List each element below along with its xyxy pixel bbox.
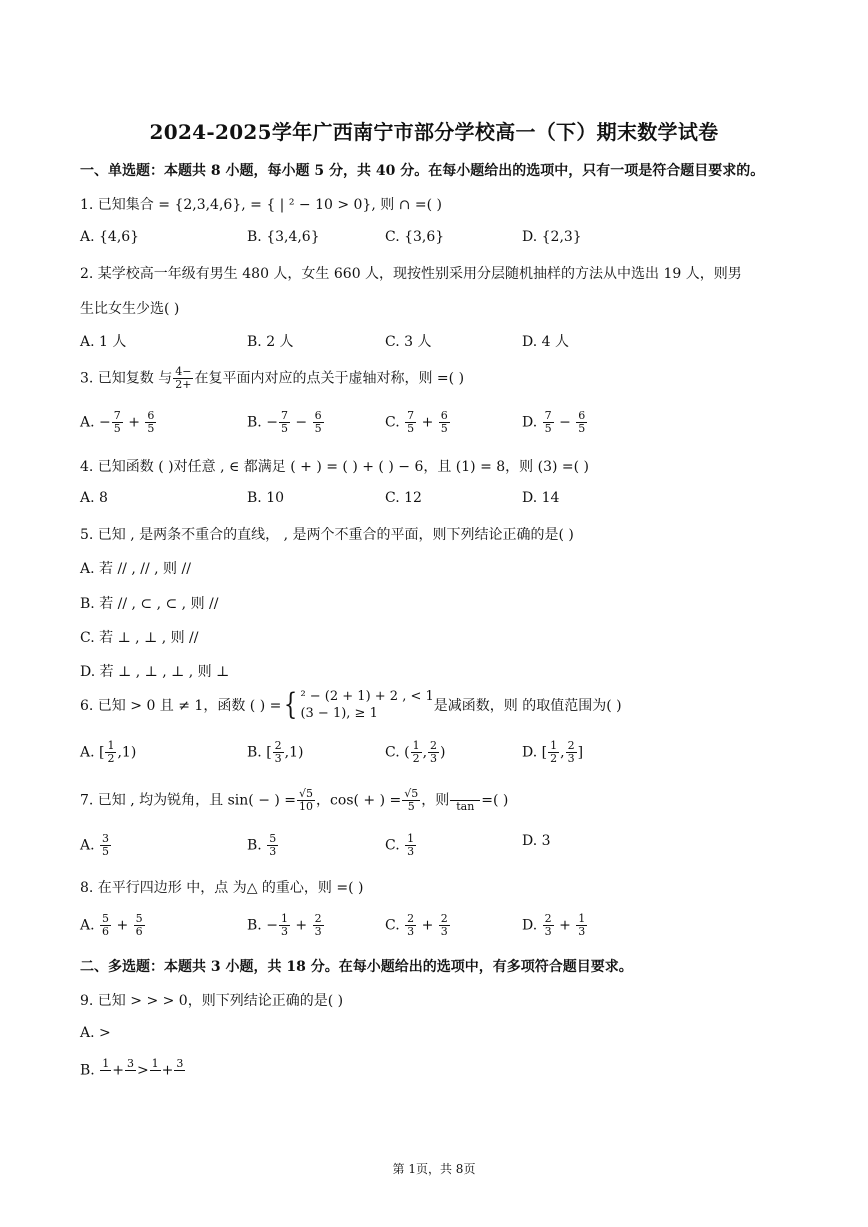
fraction [105,740,116,765]
fraction-den: 2 [412,752,420,765]
fraction-num: 2 [407,912,415,925]
question-6 [80,688,622,722]
fraction-num: 7 [544,409,552,422]
fraction-num: 5 [269,832,277,845]
fraction [566,740,577,765]
option-label: A. [80,744,100,761]
fraction-den: 5 [407,422,415,435]
q1-option-c: C. {3,6} [385,229,445,245]
fraction-den: 3 [314,925,322,938]
operator: + [417,414,438,431]
question-9: 9. 已知 > > > 0，则下列结论正确的是( ) [80,993,344,1009]
q9b-frac-4 [174,1058,185,1083]
q5-option-b: B. 若 // , ⊂ , ⊂ , 则 // [80,596,219,612]
fraction-num: 2 [440,912,448,925]
q3-option-c [385,410,451,435]
q6-option-b [247,740,304,765]
q4-option-b: B. 10 [247,490,285,506]
fraction [543,410,554,435]
bracket: [ [266,744,272,761]
q6-option-d [522,740,583,765]
q9b-frac-3 [150,1058,161,1083]
page-title: 2024-2025学年广西南宁市部分学校高一（下）期末数学试卷 [149,120,719,144]
fraction-den: 5 [147,422,155,435]
q7-prefix: 7. 已知 , 均为锐角，且 sin( − ) = [80,792,297,809]
q7-option-a [80,833,112,858]
separator: , [422,744,428,761]
question-1: 1. 已知集合 = {2,3,4,6}, = { | ² − 10 > 0}, 则 ∩ =( ) [80,197,442,213]
q9b-gt: > [136,1062,149,1079]
q9-option-a: A. > [80,1025,111,1041]
fraction-num: 6 [578,409,586,422]
fraction-num: 2 [314,912,322,925]
fraction-num: 1 [407,832,415,845]
fraction [411,740,422,765]
q6-piecewise [300,688,433,722]
q7-option-b [247,833,279,858]
fraction [576,410,587,435]
value: 3 [541,833,551,849]
fraction [548,740,559,765]
q7-f3-den: tan [456,800,475,813]
q9b-f2-num: 3 [126,1057,134,1070]
q7-f1-num: √5 [299,787,314,800]
q9b-op-2: + [161,1062,174,1079]
fraction-den: 5 [544,422,552,435]
q7-fraction-2 [402,788,420,813]
question-5: 5. 已知 , 是两条不重合的直线， , 是两个不重合的平面，则下列结论正确的是( ) [80,527,574,543]
fraction-num: 1 [578,912,586,925]
fraction-den: 2 [550,752,558,765]
operator: + [290,917,312,934]
question-2-line-2: 生比女生少选( ) [80,301,180,317]
q9b-f1-num: 1 [102,1057,110,1070]
fraction-den: 5 [280,422,288,435]
q7-fraction-1 [297,788,315,813]
fraction-num: 1 [412,739,420,752]
operator: + [417,917,438,934]
sign: − [266,414,278,431]
q1-option-a: A. {4,6} [80,229,140,245]
fraction [576,913,587,938]
question-8: 8. 在平行四边形 中，点 为△ 的重心，则 =( ) [80,880,364,896]
fraction [279,410,290,435]
q6-brace: { [284,687,298,722]
fraction-num: 1 [280,912,288,925]
fraction [313,913,324,938]
fraction-den: 3 [407,925,415,938]
fraction [100,913,111,938]
fraction [279,913,290,938]
fraction-den: 3 [440,925,448,938]
separator: , [560,744,565,761]
q7-option-d [522,833,551,849]
q3-suffix: 在复平面内对应的点关于虚轴对称，则 =( ) [194,370,465,387]
q7-mid: ，cos( + ) = [316,792,402,809]
q9b-f1-den [100,1071,111,1083]
q7-f2-den: 5 [407,800,415,813]
fraction [428,740,439,765]
fraction-den: 5 [578,422,586,435]
q3-option-a [80,410,157,435]
option-label: B. [247,744,267,761]
q8-option-a [80,913,146,938]
q2-option-c: C. 3 人 [385,334,432,350]
fraction [100,833,111,858]
q2-option-b: B. 2 人 [247,334,294,350]
operator: + [112,917,133,934]
section-heading-multiple-choice: 二、多选题：本题共 3 小题，共 18 分。在每小题给出的选项中，有多项符合题目要求。 [80,959,633,975]
q3-fraction [173,366,193,391]
fraction [313,410,324,435]
option-label: C. [385,414,405,431]
fraction-den: 5 [314,422,322,435]
option-label: A. [80,414,100,431]
fraction-num: 7 [113,409,121,422]
q5-option-a: A. 若 // , // , 则 // [80,561,191,577]
q9b-frac-2 [125,1058,136,1083]
fraction-num: 2 [274,739,282,752]
question-3 [80,366,464,391]
section-heading-single-choice: 一、单选题：本题共 8 小题，每小题 5 分，共 40 分。在每小题给出的选项中，只有一项是符合题目要求的。 [80,163,765,179]
sign: − [266,917,278,934]
option-label: D. [522,917,542,934]
fraction-den: 2 [107,752,115,765]
fraction-num: 2 [567,739,575,752]
question-2-line-1: 2. 某学校高一年级有男生 480 人，女生 660 人，现按性别采用分层随机抽样的方法从中选出 19 人，则男 [80,266,742,282]
fraction-num: 5 [102,912,110,925]
q3-frac-num: 4− [175,365,192,378]
q9b-f3-den [150,1071,161,1083]
q6-prefix: 6. 已知 > 0 且 ≠ 1，函数 ( ) = [80,698,282,714]
fraction-den: 3 [567,752,575,765]
page-footer: 第 1页，共 8页 [392,1162,476,1176]
q4-option-c: C. 12 [385,490,422,506]
q2-option-d: D. 4 人 [522,334,569,350]
fraction-den: 5 [440,422,448,435]
q4-option-a: A. 8 [80,490,108,506]
operator: + [123,414,145,431]
q7-option-c [385,833,417,858]
fraction-den: 3 [407,845,415,858]
option-label: C. [385,744,405,761]
option-label: B. [247,837,267,854]
option-label: A. [80,837,100,854]
sign: − [99,414,111,431]
q6-case-1: ² − (2 + 1) + 2 , < 1 [300,689,434,704]
fraction-den: 3 [578,925,586,938]
fraction-num: 7 [407,409,415,422]
q3-option-b [247,410,325,435]
fraction-num: 1 [107,739,115,752]
q8-option-c [385,913,451,938]
fraction-num: 3 [102,832,110,845]
q6-suffix: 是减函数，则 的取值范围为( ) [433,698,622,714]
q1-option-d: D. {2,3} [522,229,582,245]
fraction-num: 5 [135,912,143,925]
fraction [112,410,123,435]
q7-mid2: ，则 [421,792,450,809]
question-4: 4. 已知函数 ( )对任意 , ∈ 都满足 ( + ) = ( ) + ( ) − 6，且 (1) = 8，则 (3) =( ) [80,459,590,475]
question-7 [80,788,508,813]
q3-option-d [522,410,588,435]
q9b-label: B. [80,1062,95,1079]
fraction [439,913,450,938]
q4-option-d: D. 14 [522,490,560,506]
q9b-f4-num: 3 [176,1057,184,1070]
fraction-num: 1 [550,739,558,752]
q2-option-a: A. 1 人 [80,334,127,350]
operator: + [554,917,576,934]
option-label: D. [522,744,542,761]
fraction-den: 3 [274,752,282,765]
fraction-num: 7 [280,409,288,422]
option-label: C. [385,837,405,854]
fraction [267,833,278,858]
q6-option-c [385,740,446,765]
operator: − [290,414,312,431]
q9b-f2-den [125,1071,136,1083]
fraction [405,913,416,938]
q7-f1-den: 10 [299,800,314,813]
option-label: C. [385,917,405,934]
fraction [543,913,554,938]
option-label: D. [522,833,542,849]
q9b-f4-den [174,1071,185,1083]
q9b-f3-num: 1 [151,1057,159,1070]
fraction [145,410,156,435]
option-label: B. [247,414,267,431]
q3-frac-den: 2+ [175,378,192,391]
fraction [134,913,145,938]
q7-f2-num: √5 [404,787,419,800]
option-label: B. [247,917,267,934]
fraction-den: 3 [269,845,277,858]
bracket: [ [541,744,548,761]
q9-option-b [80,1058,186,1083]
fraction-den: 5 [113,422,121,435]
fraction-num: 6 [314,409,322,422]
q6-option-a [80,740,136,765]
operator: − [554,414,576,431]
q6-case-2: (3 − 1), ≥ 1 [300,706,378,721]
q9b-op-1: + [112,1062,124,1079]
fraction-den: 6 [135,925,143,938]
interval-end: ,1) [117,744,137,761]
option-label: D. [522,414,542,431]
fraction-den: 5 [102,845,110,858]
option-label: A. [80,917,100,934]
fraction-num: 6 [147,409,155,422]
fraction-den: 3 [544,925,552,938]
q8-option-b [247,913,325,938]
bracket: [ [99,744,105,761]
bracket: ( [404,744,410,761]
bracket: ) [440,744,446,761]
q7-fraction-3 [450,788,480,813]
q5-option-d: D. 若 ⊥ , ⊥ , ⊥ , 则 ⊥ [80,664,230,680]
fraction [405,833,416,858]
fraction [405,410,416,435]
fraction-den: 3 [280,925,288,938]
fraction-den: 3 [430,752,438,765]
q9b-frac-1 [100,1058,111,1083]
fraction-num: 2 [430,739,438,752]
q8-option-d [522,913,588,938]
q3-prefix: 3. 已知复数 与 [80,370,173,387]
fraction [273,740,284,765]
fraction-den: 6 [102,925,110,938]
fraction-num: 2 [544,912,552,925]
q7-suffix: =( ) [481,792,509,809]
fraction-num: 6 [440,409,448,422]
fraction [439,410,450,435]
interval-end: ,1) [284,744,304,761]
q1-option-b: B. {3,4,6} [247,229,320,245]
bracket: ] [577,744,584,761]
q5-option-c: C. 若 ⊥ , ⊥ , 则 // [80,630,199,646]
